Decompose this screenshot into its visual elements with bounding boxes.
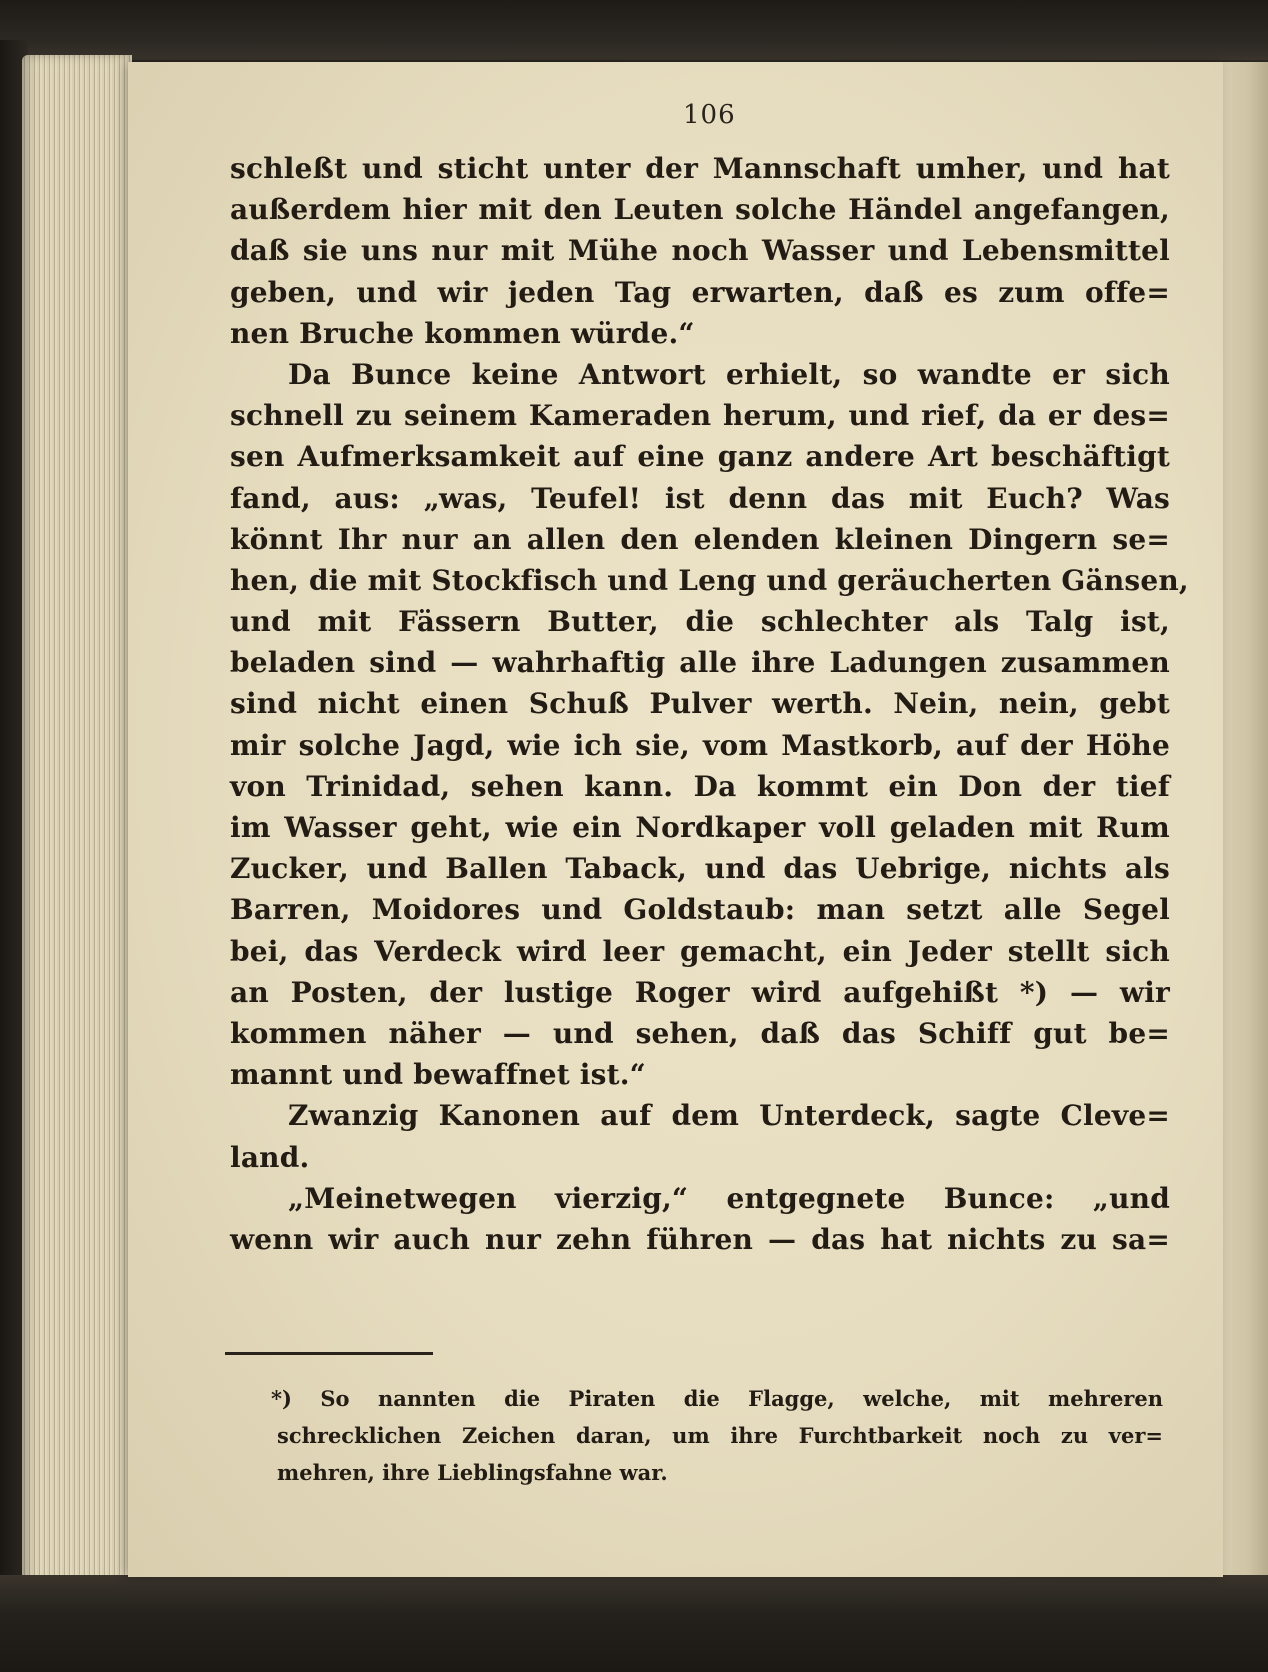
text-line: kommen näher — und sehen, daß das Schiff gut be=	[230, 1016, 1170, 1050]
text-line: land.	[230, 1140, 310, 1174]
text-line: beladen sind — wahrhaftig alle ihre Ladungen zusammen	[230, 646, 1170, 680]
text-line: von Trinidad, sehen kann. Da kommt ein Don der tief	[230, 769, 1170, 803]
text-line: könnt Ihr nur an allen den elenden kleinen Dingern se=	[230, 522, 1170, 556]
facing-page-edge	[1218, 62, 1268, 1577]
footnote	[271, 1380, 1163, 1491]
text-line: bei, das Verdeck wird leer gemacht, ein Jeder stellt sich	[230, 934, 1170, 968]
text-line: Da Bunce keine Antwort erhielt, so wandte er sich	[288, 357, 1170, 391]
text-line: Zucker, und Ballen Taback, und das Uebrige, nichts als	[230, 852, 1170, 886]
text-line: sind nicht einen Schuß Pulver werth. Nein, nein, gebt	[230, 687, 1170, 721]
text-line: sen Aufmerksamkeit auf eine ganz andere Art beschäftigt	[230, 440, 1170, 474]
book-cover-bottom	[0, 1575, 1268, 1672]
footnote-line: mehren, ihre Lieblingsfahne war.	[277, 1460, 668, 1485]
page-edges	[22, 55, 132, 1600]
text-line: mannt und bewaffnet ist.“	[230, 1058, 646, 1092]
footnote-line: *) So nannten die Piraten die Flagge, welche, mit mehreren	[271, 1386, 1163, 1411]
text-line: daß sie uns nur mit Mühe noch Wasser und Lebensmittel	[230, 234, 1170, 268]
footnote-divider	[225, 1352, 433, 1355]
text-line: fand, aus: „was, Teufel! ist denn das mit Euch? Was	[230, 481, 1170, 515]
text-line: außerdem hier mit den Leuten solche Händel angefangen,	[230, 193, 1170, 227]
text-line: und mit Fässern Butter, die schlechter als Talg ist,	[230, 605, 1170, 639]
text-line: schnell zu seinem Kameraden herum, und rief, da er des=	[230, 399, 1170, 433]
book-cover-top	[0, 0, 1268, 60]
page-number: 106	[683, 100, 736, 130]
text-line: hen, die mit Stockfisch und Leng und geräucherten Gänsen,	[230, 563, 1189, 597]
text-line: wenn wir auch nur zehn führen — das hat nichts zu sa=	[230, 1222, 1170, 1256]
text-line: im Wasser geht, wie ein Nordkaper voll geladen mit Rum	[230, 811, 1170, 844]
text-line: „Meinetwegen vierzig,“ entgegnete Bunce: „und	[288, 1181, 1170, 1215]
text-line: Zwanzig Kanonen auf dem Unterdeck, sagte Cleve=	[288, 1099, 1170, 1133]
text-line: nen Bruche kommen würde.“	[230, 316, 695, 350]
body-text	[230, 148, 1189, 1260]
text-line: Barren, Moidores und Goldstaub: man setzt alle Segel	[230, 893, 1170, 927]
text-line: schleßt und sticht unter der Mannschaft umher, und hat	[230, 152, 1170, 185]
text-line: mir solche Jagd, wie ich sie, vom Mastkorb, auf der Höhe	[230, 728, 1170, 762]
text-line: geben, und wir jeden Tag erwarten, daß es zum offe=	[230, 275, 1170, 309]
footnote-line: schrecklichen Zeichen daran, um ihre Furchtbarkeit noch zu ver=	[277, 1423, 1163, 1448]
text-line: an Posten, der lustige Roger wird aufgehißt *) — wir	[230, 975, 1170, 1009]
